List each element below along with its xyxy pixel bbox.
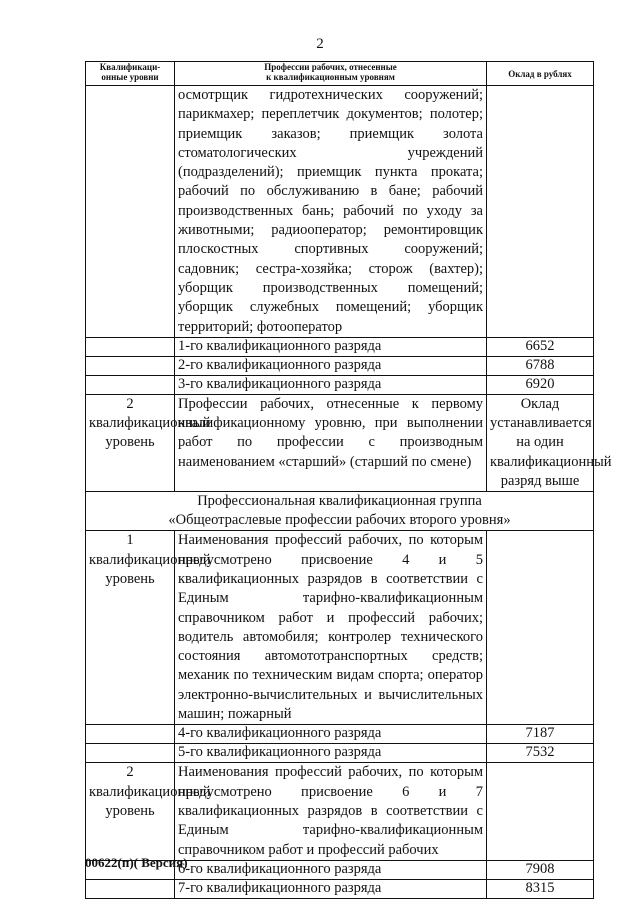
qualification-level: 1 квалификационный уровень	[86, 531, 175, 725]
rank-label: 4-го квалификационного разряда	[175, 725, 487, 744]
table-row	[86, 763, 594, 860]
page-number: 2	[316, 36, 324, 52]
rank-row	[86, 356, 594, 375]
rank-row	[86, 337, 594, 356]
salary-value: 6652	[487, 337, 594, 356]
rank-label: 1-го квалификационного разряда	[175, 337, 487, 356]
salary-value: 7532	[487, 744, 594, 763]
level-description: Наименования профессий рабочих, по которым предусмотрено присвоение 4 и 5 квалификационных разрядов в соответствии с Единым тарифно-квалификационным справочником работ и профессий рабочих; водитель автомобиля; контролер технического состояния автомототранспортных средств; механик по техническим видам спорта; оператор электронно-вычислительных и вычислительных машин; пожарный	[175, 531, 487, 725]
group-title	[86, 492, 594, 531]
table-row	[86, 531, 594, 725]
intro-professions-text: осмотрщик гидротехнических сооружений; парикмахер; переплетчик документов; полотер; приемщик заказов; приемщик золота стоматологических учреждений (подразделений); приемщик пункта проката; рабочий по обслуживанию в бане; рабочий производственных бань; рабочий по уходу за животными; радиооператор; ремонтировщик плоскостных спортивных сооружений; садовник; сестра-хозяйка; сторож (вахтер); уборщик производственных помещений; уборщик служебных помещений; уборщик территорий; фотооператор	[175, 86, 487, 338]
table-header-row	[86, 62, 594, 86]
header-professions: Профессии рабочих, отнесенные к квалификационным уровням	[175, 62, 487, 86]
rank-label: 3-го квалификационного разряда	[175, 375, 487, 394]
rank-row	[86, 725, 594, 744]
table-row	[86, 86, 594, 338]
rank-label: 2-го квалификационного разряда	[175, 356, 487, 375]
level-description: Профессии рабочих, отнесенные к первому квалификационному уровню, при выполнении работ по профессии с производным наименованием «старший» (старший по смене)	[175, 394, 487, 491]
table-row	[86, 394, 594, 491]
group-title-line2: «Общеотраслевые профессии рабочих второго уровня»	[168, 512, 511, 529]
salary-value: 7908	[487, 860, 594, 879]
rank-row	[86, 879, 594, 898]
group-title-line1: Профессиональная квалификационная группа	[197, 493, 482, 510]
qualification-level: 2 квалификационный уровень	[86, 394, 175, 491]
level-description: Наименования профессий рабочих, по которым предусмотрено присвоение 6 и 7 квалификационных разрядов в соответствии с Единым тарифно-квалификационным справочником работ и профессий рабочих	[175, 763, 487, 860]
salary-value: 6920	[487, 375, 594, 394]
rank-label: 6-го квалификационного разряда	[175, 860, 487, 879]
header-qualification-levels: Квалификаци- онные уровни	[86, 62, 175, 86]
salary-value: 6788	[487, 356, 594, 375]
rank-row	[86, 744, 594, 763]
rank-row	[86, 375, 594, 394]
qualification-level: 2 квалификационный уровень	[86, 763, 175, 860]
rank-label: 7-го квалификационного разряда	[175, 879, 487, 898]
group-title-row	[86, 492, 594, 531]
document-version-footer: 00622(п)( Версия)	[85, 855, 188, 870]
qualification-table	[85, 61, 612, 899]
salary-value: 8315	[487, 879, 594, 898]
header-salary: Оклад в рублях	[487, 62, 594, 86]
salary-note: Оклад устанавливается на один квалификационный разряд выше	[487, 394, 594, 491]
salary-value: 7187	[487, 725, 594, 744]
rank-label: 5-го квалификационного разряда	[175, 744, 487, 763]
